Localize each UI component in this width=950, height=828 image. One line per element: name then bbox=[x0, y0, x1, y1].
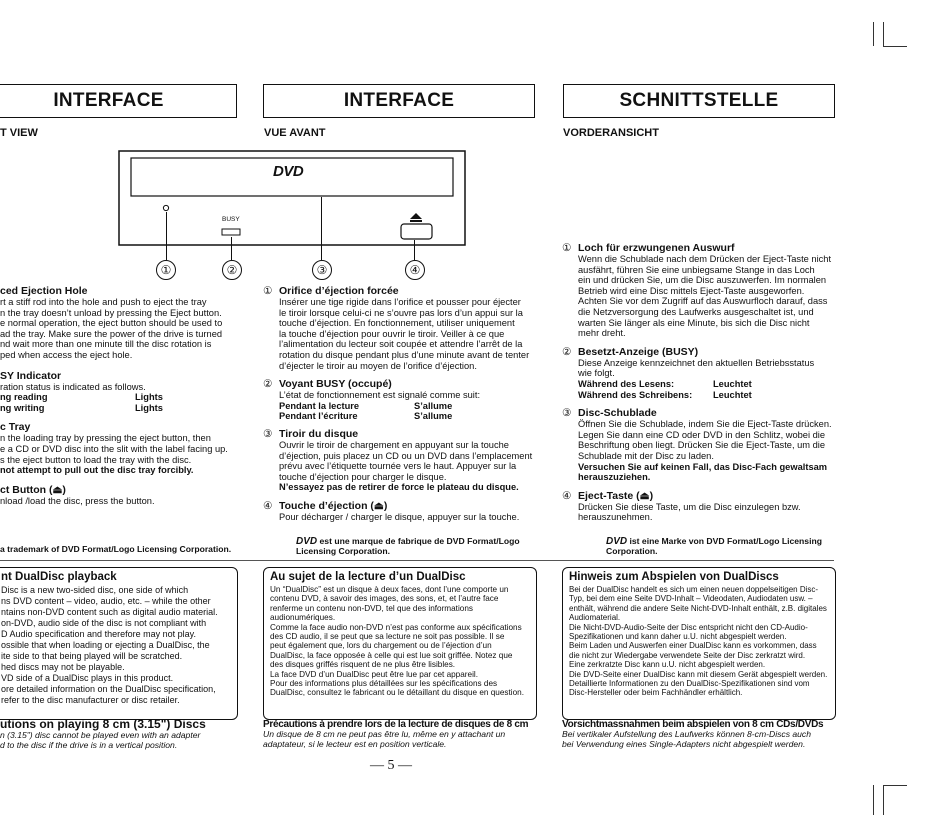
column-en-items bbox=[0, 285, 240, 506]
item-title-de-2: ② Besetzt-Anzeige (BUSY) bbox=[562, 345, 699, 358]
dvd-logo: DVD bbox=[273, 163, 304, 180]
crop-mark-bottom-right-3 bbox=[883, 785, 907, 786]
item-title-de-1: ① Loch für erzwungenen Auswurf bbox=[562, 242, 735, 254]
dvd-logo-small-fr: DVD bbox=[296, 536, 318, 547]
item-body-en-1: rt a stiff rod into the hole and push to eject the tray n the tray doesn’t unload by pressing the Eject button. e normal operation, the eject button should be used to ad the tray. Make sure the power of the drive is turned nd wait more than one minute till the disc rotation is ped when access the eject hole. bbox=[0, 297, 223, 360]
dualdisc-box-fr bbox=[263, 567, 537, 720]
callout-line-1 bbox=[166, 212, 167, 260]
item-title-en-2: SY Indicator bbox=[0, 369, 62, 382]
callout-line-4 bbox=[414, 240, 415, 260]
precaution-fr: Précautions à prendre lors de la lecture de disques de 8 cm Un disque de 8 cm ne peut pas être lu, même en y attachant un adaptateur, si le lecteur est en position verticale. bbox=[263, 719, 529, 749]
crop-mark-top-right bbox=[873, 22, 874, 46]
subtitle-en: T VIEW bbox=[0, 127, 38, 139]
item-title-en-1: ced Ejection Hole bbox=[0, 285, 88, 297]
callout-3: ③ bbox=[312, 260, 332, 280]
item-title-de-4: ④ Eject-Taste (⏏) bbox=[562, 489, 654, 502]
item-title-fr-3: ③ Tiroir du disque bbox=[263, 427, 359, 440]
item-title-de-3: ③ Disc-Schublade bbox=[562, 407, 657, 420]
item-body-de-1: Wenn die Schublade nach dem Drücken der Eject-Taste nicht ausfährt, führen Sie eine unbiegsame Stange in das Loch ein und drücken Sie, um die Disc auszuwerfen. Im normalen Betrieb wird eine Disc mittels Eject-Taste ausgeworfen. Achten Sie vor dem Zugriff auf das Auswurfloch darauf, dass die Netzversorgung des Laufwerks ausgeschaltet ist, und warten Sie länger als eine Minute, bis sich die Disc nicht mehr dreht. bbox=[578, 254, 832, 339]
crop-mark-bottom-right-2 bbox=[883, 785, 884, 815]
column-de-items bbox=[562, 242, 836, 523]
dualdisc-body-fr: Un “DualDisc” est un disque à deux faces, dont l’une comporte un contenu DVD, à savoir des images, des sons, et, et l’autre face renferme un contenu non-DVD, tel que des informations audionumériques. Comme la face audio non-DVD n’est pas conforme aux spécifications des CD audio, il se peut que sa lecture ne soit pas possible. Il se peut également que, lors du chargement ou de l’éjection d’un DualDisc, la face opposée à celle qui est lue soit griffée. Notez que des disques griffés risquent de ne plus être lisibles. La face DVD d’un DualDisc peut être lue par cet appareil. Pour des informations plus détaillées sur les spécifications des DualDisc, consultez le fabricant ou le détaillant du disque en question. bbox=[270, 585, 524, 698]
dualdisc-title-en: nt DualDisc playback bbox=[1, 571, 117, 583]
trademark-fr: DVD est une marque de fabrique de DVD Format/Logo Licensing Corporation. bbox=[296, 536, 520, 556]
callout-1: ① bbox=[156, 260, 176, 280]
item-title-fr-1: ① Orifice d’éjection forcée bbox=[263, 285, 399, 297]
item-body-fr-4: Pour décharger / charger le disque, appuyer sur la touche. bbox=[279, 511, 520, 522]
item-title-fr-2: ② Voyant BUSY (occupé) bbox=[263, 378, 392, 391]
dualdisc-body-en: Disc is a new two-sided disc, one side of which ns DVD content – video, audio, etc. – while the other ntains non-DVD content such as digital audio material. on-DVD, audio side of the disc is not compliant with D Audio specification and therefore may not play. ossible that when loading or ejecting a DualDisc, the ite side to that being played will be scratched. hed discs may not be playable. VD side of a DualDisc plays in this product. ore detailed information on the DualDisc specification, refer to the disc manufacturer or disc retailer. bbox=[1, 585, 218, 705]
item-body-en-2: ration status is indicated as follows. ng reading Lights ng writing Lights bbox=[0, 381, 163, 413]
dualdisc-body-de: Bei der DualDisc handelt es sich um einen neuen doppelseitigen Disc- Typ, bei dem eine Seite DVD-Inhalt – Videodaten, Audiodaten usw. – enthält, während die andere Seite Nicht-DVD-Inhalt enthält, z.B. digitales Audiomaterial. Die Nicht-DVD-Audio-Seite der Disc entspricht nicht den CD-Audio- Spezifikationen und kann daher u.U. nicht abgespielt werden. Beim Laden und Auswerfen einer DualDisc kann es vorkommen, dass die nicht zur Wiedergabe verwendete Seite der Disc zerkratzt wird. Eine zerkratzte Disc kann u.U. nicht abgespielt werden. Die DVD-Seite einer DualDisc kann mit diesem Gerät abgespielt werden. Detaillierte Informationen zu den DualDisc-Spezifikationen sind vom Disc-Hersteller oder beim Fachhändler erhältlich. bbox=[569, 585, 828, 698]
section-header-fr: INTERFACE bbox=[263, 84, 535, 118]
item-body-en-4: nload /load the disc, press the button. bbox=[0, 495, 155, 506]
section-divider bbox=[0, 560, 834, 561]
callout-line-2 bbox=[231, 237, 232, 260]
subtitle-fr: VUE AVANT bbox=[264, 127, 326, 139]
item-body-en-3: n the loading tray by pressing the eject button, then e a CD or DVD disc into the slit with the label facing up. s the eject button to load the tray with the disc. not attempt to pull out the disc tray forcibly. bbox=[0, 433, 228, 476]
item-title-en-4: ct Button (⏏) bbox=[0, 483, 66, 496]
column-fr-items bbox=[263, 285, 537, 523]
dualdisc-title-fr: Au sujet de la lecture d’un DualDisc bbox=[270, 571, 466, 583]
callout-line-3 bbox=[321, 197, 322, 260]
callout-2: ② bbox=[222, 260, 242, 280]
item-body-fr-1: Insérer une tige rigide dans l’orifice et pousser pour éjecter le tiroir lorsque celui-ci ne s’ouvre pas lors d’un appui sur la touche d’éjection. En fonctionnement, utiliser uniquement la touche d’éjection pour ouvrir le tiroir. Veiller à ce que l’alimentation du lecteur soit coupée et attendre l’arrêt de la rotation du disque pendant plus d’une minute avant de tenter d’éjecter le tiroir au moyen de l’orifice d’éjection. bbox=[279, 297, 530, 371]
crop-mark-top-right-2 bbox=[883, 22, 884, 46]
section-header-en: INTERFACE bbox=[0, 84, 237, 118]
section-header-de: SCHNITTSTELLE bbox=[563, 84, 835, 118]
subtitle-de: VORDERANSICHT bbox=[563, 127, 659, 139]
busy-label: BUSY bbox=[222, 216, 240, 223]
item-body-fr-3: Ouvrir le tiroir de chargement en appuyant sur la touche d’éjection, puis placez un CD ou un DVD dans l’emplacement prévu avec l’étiquette tournée vers le haut. Appuyer sur la touche d’éjection pour charger le disque. N’essayez pas de retirer de force le plateau du disque. bbox=[279, 439, 533, 493]
item-body-de-2: Diese Anzeige kennzeichnet den aktuellen Betriebsstatus wie folgt. Während des Lesens: Leuchtet Während des Schreibens: Leuchtet bbox=[578, 357, 815, 400]
callout-4: ④ bbox=[405, 260, 425, 280]
crop-mark-top-right-3 bbox=[883, 46, 907, 47]
page-number: — 5 — bbox=[370, 758, 412, 773]
crop-mark-bottom-right bbox=[873, 785, 874, 815]
dualdisc-box-en bbox=[0, 567, 238, 720]
precaution-de: Vorsichtmassnahmen beim abspielen von 8 cm CDs/DVDs Bei vertikaler Aufstellung des Laufwerks können 8-cm-Discs auch bei Verwendung eines Single-Adapters nicht abgespielt werden. bbox=[562, 719, 824, 749]
dvd-logo-small-de: DVD bbox=[606, 536, 628, 547]
item-title-fr-4: ④ Touche d’éjection (⏏) bbox=[263, 499, 388, 512]
item-body-de-4: Drücken Sie diese Taste, um die Disc einzulegen bzw. herauszunehmen. bbox=[578, 501, 801, 523]
dualdisc-title-de: Hinweis zum Abspielen von DualDiscs bbox=[569, 571, 779, 583]
item-body-fr-2: L’état de fonctionnement est signalé comme suit: Pendant la lecture S’allume Pendant l’écriture S’allume bbox=[279, 390, 481, 422]
dualdisc-box-de bbox=[562, 567, 836, 720]
item-title-en-3: c Tray bbox=[0, 421, 31, 434]
trademark-de: DVD ist eine Marke von DVD Format/Logo Licensing Corporation. bbox=[606, 536, 822, 556]
trademark-en: a trademark of DVD Format/Logo Licensing Corporation. bbox=[0, 544, 232, 554]
precaution-en: utions on playing 8 cm (3.15") Discs n (3.15") disc cannot be played even with an adapter d to the disc if the drive is in a vertical position. bbox=[0, 717, 206, 750]
item-body-de-3: Öffnen Sie die Schublade, indem Sie die Eject-Taste drücken. Legen Sie dann eine CD oder DVD in den Schlitz, wobei die Beschriftung oben liegt. Drücken Sie die Eject-Taste, um die Schublade mit der Disc zu laden. Versuchen Sie auf keinen Fall, das Disc-Fach gewaltsam herauszuziehen. bbox=[578, 419, 832, 483]
